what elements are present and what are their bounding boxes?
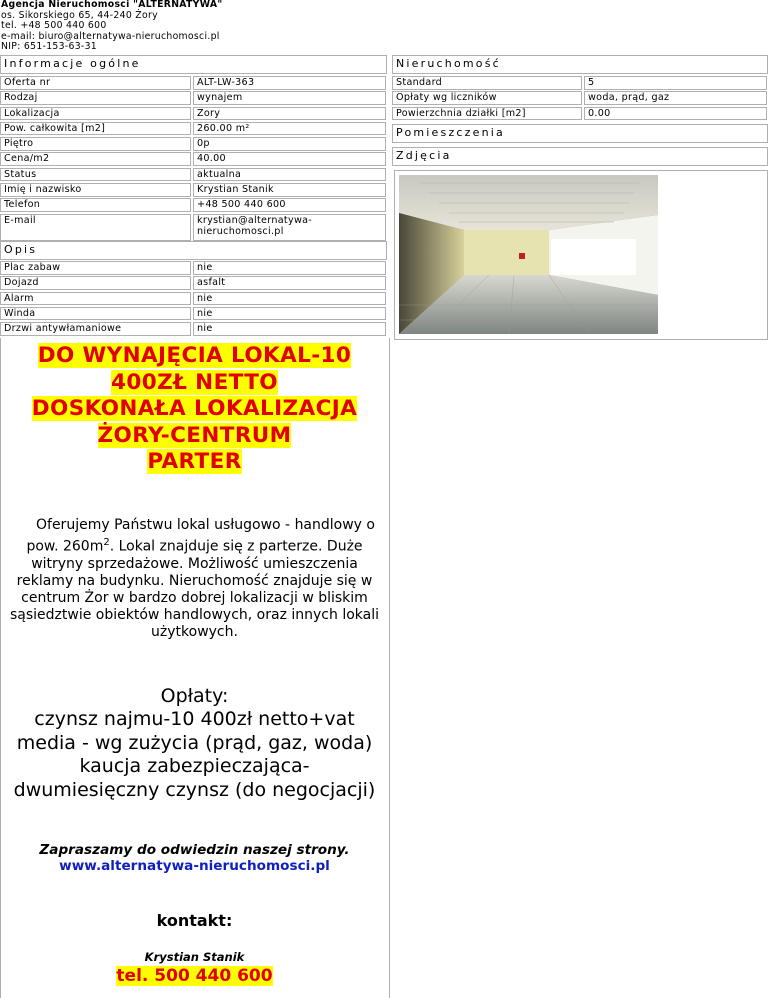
agency-header (1, 0, 223, 53)
field-label: Rodzaj (0, 91, 191, 105)
fees-line: kaucja zabezpieczająca- (79, 755, 310, 778)
field-label: Powierzchnia działki [m2] (392, 107, 582, 121)
fees-block (0, 685, 389, 803)
description-text-2: . Lokal znajduje się z parterze. Duże witryny sprzedażowe. Możliwość umieszczenia reklamy na budynku. Nieruchomość znajduje się w centrum Żor w bardzo dobrej lokalizacji w bliskim sąsiedztwie obiektów handlowych, oraz innych lokali użytkowych. (9, 538, 379, 641)
contact-heading: kontakt: (156, 911, 233, 931)
general-info-title: Informacje ogólne (4, 57, 141, 70)
field-value: wynajem (193, 91, 386, 105)
description-text-1: Oferujemy Państwu lokal usługowo - handlowy o pow. 260m (26, 516, 375, 555)
field-label: Oferta nr (0, 76, 191, 90)
field-label: Drzwi antywłamaniowe (0, 322, 191, 336)
headline-line: DO WYNAJĘCIA LOKAL-10 (37, 343, 352, 368)
superscript: 2 (103, 536, 110, 548)
field-value: nie (193, 261, 386, 275)
field-label: Standard (392, 76, 582, 90)
contact-phone: tel. 500 440 600 (116, 966, 273, 987)
field-value: Żory (193, 107, 386, 121)
property-photo[interactable] (399, 175, 658, 334)
field-label: Winda (0, 307, 191, 321)
description (0, 340, 389, 986)
field-value: Krystian Stanik (193, 183, 386, 197)
field-value: 5 (584, 76, 767, 90)
photos-title: Zdjęcia (396, 149, 452, 162)
photos-panel (392, 147, 768, 166)
field-value: aktualna (193, 168, 386, 182)
field-label: Dojazd (0, 276, 191, 290)
field-value: 0.00 (584, 107, 767, 121)
headline-block (0, 340, 389, 476)
agency-name: Agencja Nieruchomosci "ALTERNATYWA" (1, 0, 223, 10)
field-value: nie (193, 292, 386, 306)
contact-name: Krystian Stanik (144, 950, 245, 965)
field-value: +48 500 440 600 (193, 198, 386, 212)
property-panel (392, 55, 768, 74)
field-label: Status (0, 168, 191, 182)
headline-line: DOSKONAŁA LOKALIZACJA (31, 396, 358, 421)
rooms-panel (392, 124, 768, 143)
description-paragraph (0, 517, 389, 642)
field-label: Telefon (0, 198, 191, 212)
field-value: nie (193, 322, 386, 336)
field-label: Imię i nazwisko (0, 183, 191, 197)
property-photo-image (399, 175, 658, 334)
field-value: 260.00 m² (193, 122, 386, 136)
website-link[interactable]: www.alternatywa-nieruchomosci.pl (59, 858, 330, 875)
field-value: 40.00 (193, 152, 386, 166)
headline-line: 400ZŁ NETTO (111, 369, 278, 395)
agency-email: e-mail: biuro@alternatywa-nieruchomosci.pl (1, 30, 220, 42)
headline-line: ŻORY-CENTRUM (97, 422, 292, 448)
field-label: Alarm (0, 292, 191, 306)
field-value: woda, prąd, gaz (584, 91, 767, 105)
field-label: Opłaty wg liczników (392, 91, 582, 105)
opis-title: Opis (4, 243, 38, 256)
general-info-panel (0, 55, 387, 74)
fees-line: media - wg zużycia (prąd, gaz, woda) (16, 731, 373, 754)
field-value: asfalt (193, 276, 386, 290)
fees-line: dwumiesięczny czynsz (do negocjacji) (13, 778, 376, 801)
property-table (392, 76, 768, 122)
field-label: E-mail (0, 214, 191, 241)
opis-table (0, 261, 390, 337)
headline-line: PARTER (147, 449, 242, 474)
photo-frame (394, 170, 768, 340)
field-value: ALT-LW-363 (193, 76, 386, 90)
field-value: 0p (193, 137, 386, 151)
opis-panel (0, 241, 387, 260)
field-label: Piętro (0, 137, 191, 151)
field-value: krystian@alternatywa-nieruchomosci.pl (193, 214, 386, 241)
agency-nip: NIP: 651-153-63-31 (1, 41, 98, 52)
field-label: Pow. całkowita [m2] (0, 122, 191, 136)
field-label: Cena/m2 (0, 152, 191, 166)
invite-text: Zapraszamy do odwiedzin naszej strony. (39, 842, 350, 859)
agency-phone: tel. +48 500 440 600 (1, 20, 107, 31)
property-title: Nieruchomość (396, 57, 501, 70)
field-label: Lokalizacja (0, 107, 191, 121)
general-info-table (0, 76, 390, 242)
field-value: nie (193, 307, 386, 321)
rooms-title: Pomieszczenia (396, 126, 505, 139)
field-label: Plac zabaw (0, 261, 191, 275)
agency-address: os. Sikorskiego 65, 44-240 Żory (1, 9, 158, 21)
fees-line: czynsz najmu-10 400zł netto+vat (34, 708, 355, 731)
fees-heading: Opłaty: (160, 684, 229, 707)
